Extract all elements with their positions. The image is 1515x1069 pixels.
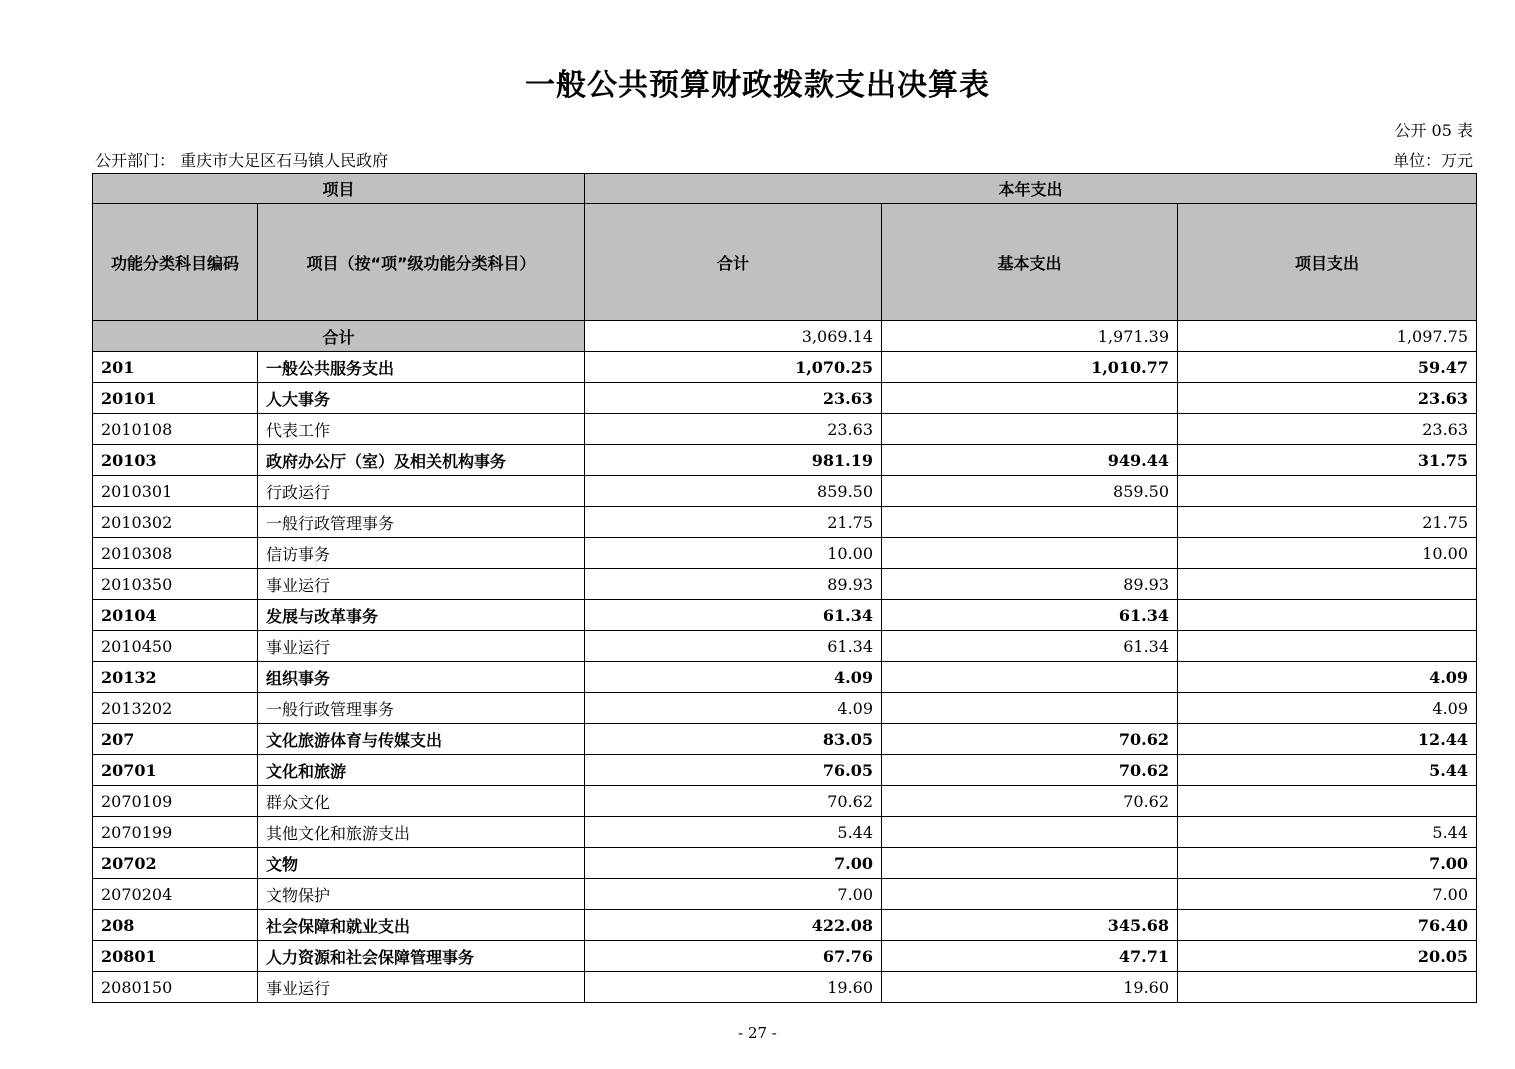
row-code: 2010301 <box>93 476 258 507</box>
table-row <box>93 631 1477 662</box>
row-project: 23.63 <box>1178 414 1477 445</box>
row-basic: 70.62 <box>882 755 1178 786</box>
row-name: 人大事务 <box>258 383 585 414</box>
table-row <box>93 600 1477 631</box>
expenditure-table <box>92 173 1477 1003</box>
row-name: 一般公共服务支出 <box>258 352 585 383</box>
row-code: 20132 <box>93 662 258 693</box>
table-row <box>93 972 1477 1003</box>
row-basic <box>882 383 1178 414</box>
row-code: 2010302 <box>93 507 258 538</box>
row-basic <box>882 817 1178 848</box>
row-total: 4.09 <box>585 662 882 693</box>
row-name: 事业运行 <box>258 972 585 1003</box>
form-number: 公开 05 表 <box>1394 121 1473 140</box>
department-label: 公开部门： <box>95 151 176 170</box>
row-name: 一般行政管理事务 <box>258 507 585 538</box>
row-name: 行政运行 <box>258 476 585 507</box>
row-project: 76.40 <box>1178 910 1477 941</box>
header-item: 项目（按“项”级功能分类科目） <box>258 204 585 321</box>
row-code: 20101 <box>93 383 258 414</box>
row-code: 2010350 <box>93 569 258 600</box>
row-name: 事业运行 <box>258 631 585 662</box>
row-total: 61.34 <box>585 631 882 662</box>
row-basic <box>882 693 1178 724</box>
table-row <box>93 445 1477 476</box>
row-basic: 47.71 <box>882 941 1178 972</box>
row-project: 12.44 <box>1178 724 1477 755</box>
row-basic: 70.62 <box>882 786 1178 817</box>
table-row <box>93 383 1477 414</box>
row-name: 文物 <box>258 848 585 879</box>
table-row <box>93 817 1477 848</box>
header-code: 功能分类科目编码 <box>93 204 258 321</box>
table-row <box>93 724 1477 755</box>
row-project <box>1178 631 1477 662</box>
row-total: 61.34 <box>585 600 882 631</box>
row-name: 信访事务 <box>258 538 585 569</box>
header-project-expenditure: 项目支出 <box>1178 204 1477 321</box>
header-current-year: 本年支出 <box>585 174 1477 204</box>
row-code: 20104 <box>93 600 258 631</box>
row-project: 23.63 <box>1178 383 1477 414</box>
table-header <box>93 174 1477 321</box>
row-project <box>1178 972 1477 1003</box>
table-row <box>93 507 1477 538</box>
table-row <box>93 786 1477 817</box>
row-total: 19.60 <box>585 972 882 1003</box>
row-basic: 61.34 <box>882 600 1178 631</box>
row-basic: 89.93 <box>882 569 1178 600</box>
row-total: 21.75 <box>585 507 882 538</box>
row-project <box>1178 600 1477 631</box>
row-name: 组织事务 <box>258 662 585 693</box>
row-name: 其他文化和旅游支出 <box>258 817 585 848</box>
table-row <box>93 755 1477 786</box>
row-code: 2070199 <box>93 817 258 848</box>
row-name: 文物保护 <box>258 879 585 910</box>
unit-label: 单位：万元 <box>1392 151 1473 170</box>
row-total: 981.19 <box>585 445 882 476</box>
row-total: 7.00 <box>585 848 882 879</box>
row-name: 社会保障和就业支出 <box>258 910 585 941</box>
row-basic: 61.34 <box>882 631 1178 662</box>
table-row <box>93 476 1477 507</box>
total-amount: 3,069.14 <box>585 321 882 352</box>
table-row <box>93 910 1477 941</box>
table-row <box>93 693 1477 724</box>
row-name: 发展与改革事务 <box>258 600 585 631</box>
row-basic: 859.50 <box>882 476 1178 507</box>
row-project: 20.05 <box>1178 941 1477 972</box>
row-code: 2010450 <box>93 631 258 662</box>
table-row <box>93 879 1477 910</box>
row-basic: 949.44 <box>882 445 1178 476</box>
row-basic: 19.60 <box>882 972 1178 1003</box>
row-basic: 1,010.77 <box>882 352 1178 383</box>
row-basic <box>882 507 1178 538</box>
row-code: 2013202 <box>93 693 258 724</box>
row-name: 政府办公厅（室）及相关机构事务 <box>258 445 585 476</box>
row-basic <box>882 879 1178 910</box>
table-row <box>93 414 1477 445</box>
row-code: 20702 <box>93 848 258 879</box>
table-row <box>93 569 1477 600</box>
table-row <box>93 848 1477 879</box>
row-total: 5.44 <box>585 817 882 848</box>
row-total: 23.63 <box>585 383 882 414</box>
row-project: 4.09 <box>1178 662 1477 693</box>
row-name: 事业运行 <box>258 569 585 600</box>
row-basic: 345.68 <box>882 910 1178 941</box>
row-project: 21.75 <box>1178 507 1477 538</box>
row-project: 10.00 <box>1178 538 1477 569</box>
row-code: 2010108 <box>93 414 258 445</box>
department-line <box>95 148 388 171</box>
row-name: 代表工作 <box>258 414 585 445</box>
row-total: 70.62 <box>585 786 882 817</box>
row-code: 2080150 <box>93 972 258 1003</box>
department-name: 重庆市大足区石马镇人民政府 <box>180 151 389 170</box>
row-basic: 70.62 <box>882 724 1178 755</box>
row-project <box>1178 786 1477 817</box>
header-basic: 基本支出 <box>882 204 1178 321</box>
row-project: 7.00 <box>1178 848 1477 879</box>
row-total: 859.50 <box>585 476 882 507</box>
row-total: 1,070.25 <box>585 352 882 383</box>
row-code: 208 <box>93 910 258 941</box>
row-name: 文化旅游体育与传媒支出 <box>258 724 585 755</box>
row-name: 一般行政管理事务 <box>258 693 585 724</box>
row-project: 5.44 <box>1178 817 1477 848</box>
row-project: 31.75 <box>1178 445 1477 476</box>
row-basic <box>882 662 1178 693</box>
row-code: 2070204 <box>93 879 258 910</box>
row-project: 7.00 <box>1178 879 1477 910</box>
row-total: 89.93 <box>585 569 882 600</box>
total-project: 1,097.75 <box>1178 321 1477 352</box>
row-basic <box>882 414 1178 445</box>
row-project: 4.09 <box>1178 693 1477 724</box>
row-name: 文化和旅游 <box>258 755 585 786</box>
row-code: 20103 <box>93 445 258 476</box>
row-code: 207 <box>93 724 258 755</box>
row-project: 59.47 <box>1178 352 1477 383</box>
row-code: 20801 <box>93 941 258 972</box>
table-row <box>93 538 1477 569</box>
page-number: - 27 - <box>738 1024 777 1042</box>
row-total: 422.08 <box>585 910 882 941</box>
header-total: 合计 <box>585 204 882 321</box>
row-total: 7.00 <box>585 879 882 910</box>
total-row <box>93 321 1477 352</box>
document-title: 一般公共预算财政拨款支出决算表 <box>525 68 990 103</box>
row-project <box>1178 476 1477 507</box>
row-name: 群众文化 <box>258 786 585 817</box>
row-total: 4.09 <box>585 693 882 724</box>
total-label: 合计 <box>93 321 585 352</box>
row-total: 76.05 <box>585 755 882 786</box>
row-code: 2010308 <box>93 538 258 569</box>
row-name: 人力资源和社会保障管理事务 <box>258 941 585 972</box>
row-code: 201 <box>93 352 258 383</box>
table-row <box>93 352 1477 383</box>
total-basic: 1,971.39 <box>882 321 1178 352</box>
table-row <box>93 662 1477 693</box>
row-total: 23.63 <box>585 414 882 445</box>
header-project: 项目 <box>93 174 585 204</box>
row-project: 5.44 <box>1178 755 1477 786</box>
row-total: 10.00 <box>585 538 882 569</box>
row-basic <box>882 538 1178 569</box>
row-project <box>1178 569 1477 600</box>
table-row <box>93 941 1477 972</box>
row-total: 83.05 <box>585 724 882 755</box>
row-basic <box>882 848 1178 879</box>
table-body <box>93 321 1477 1003</box>
row-code: 20701 <box>93 755 258 786</box>
row-total: 67.76 <box>585 941 882 972</box>
row-code: 2070109 <box>93 786 258 817</box>
